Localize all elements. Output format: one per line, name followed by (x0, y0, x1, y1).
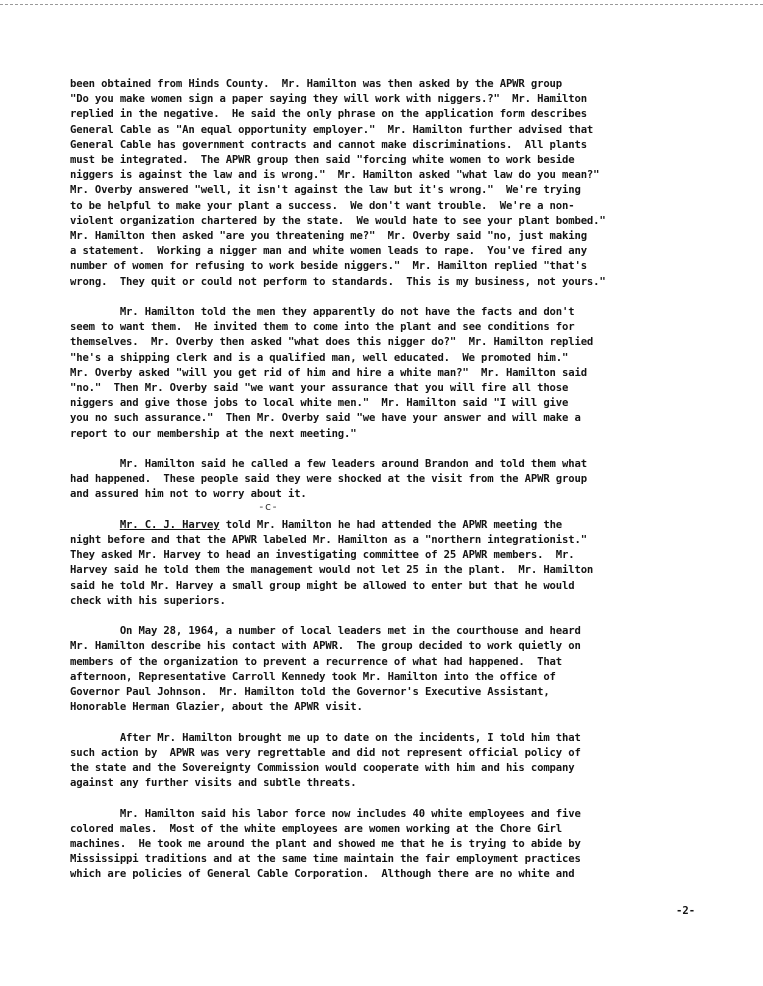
text-line: niggers and give those jobs to local white men." Mr. Hamilton said "I will give (70, 397, 569, 410)
text-line: and assured him not to worry about it. (70, 488, 307, 501)
page-top-edge-divider (0, 4, 763, 5)
paragraph-7 (70, 807, 710, 883)
text-line: niggers is against the law and is wrong." Mr. Hamilton asked "what law do you mean?" (70, 169, 600, 182)
handwritten-margin-mark: -c- (258, 500, 278, 513)
text-line: Mr. Hamilton describe his contact with APWR. The group decided to work quietly on (70, 640, 581, 653)
paragraph-6 (70, 731, 710, 792)
text-line: themselves. Mr. Overby then asked "what does this nigger do?" Mr. Hamilton replied (70, 336, 594, 349)
text-line: General Cable has government contracts and cannot make discriminations. All plants (70, 138, 587, 151)
text-line: "Do you make women sign a paper saying they will work with niggers.?" Mr. Hamilton (70, 93, 587, 106)
paragraph-5 (70, 624, 710, 715)
text-line: wrong. They quit or could not perform to standards. This is my business, not yours." (70, 275, 606, 288)
text-line: the state and the Sovereignty Commission would cooperate with him and his company (70, 762, 575, 775)
text-line: against any further visits and subtle threats. (70, 777, 357, 790)
text-line: Governor Paul Johnson. Mr. Hamilton told the Governor's Executive Assistant, (70, 686, 550, 699)
text-line: machines. He took me around the plant and showed me that he is trying to abide by (70, 838, 581, 851)
text-line: After Mr. Hamilton brought me up to date on the incidents, I told him that (70, 731, 581, 744)
text-line: colored males. Most of the white employees are women working at the Chore Girl (70, 822, 563, 835)
paragraph-3 (70, 457, 710, 503)
paragraph-1 (70, 77, 710, 290)
paragraph-2 (70, 305, 710, 442)
text-line: a statement. Working a nigger man and white women leads to rape. You've fired any (70, 245, 587, 258)
text-line: members of the organization to prevent a recurrence of what had happened. That (70, 655, 563, 668)
text-line: number of women for refusing to work beside niggers." Mr. Hamilton replied "that's (70, 260, 587, 273)
text-line: which are policies of General Cable Corporation. Although there are no white and (70, 868, 575, 881)
text-line: to be helpful to make your plant a success. We don't want trouble. We're a non- (70, 199, 575, 212)
text-line: been obtained from Hinds County. Mr. Hamilton was then asked by the APWR group (70, 78, 563, 90)
text-line: replied in the negative. He said the only phrase on the application form describes (70, 108, 587, 121)
text-line: They asked Mr. Harvey to head an investigating committee of 25 APWR members. Mr. (70, 549, 575, 562)
text-line: Mr. Overby asked "will you get rid of him and hire a white man?" Mr. Hamilton said (70, 366, 587, 379)
text-line: report to our membership at the next meeting." (70, 427, 357, 440)
text-line: On May 28, 1964, a number of local leaders met in the courthouse and heard (70, 625, 581, 638)
text-line: Mr. Hamilton then asked "are you threatening me?" Mr. Overby said "no, just making (70, 230, 587, 243)
text-line: Honorable Herman Glazier, about the APWR visit. (70, 701, 363, 714)
text-line: violent organization chartered by the state. We would hate to see your plant bombed." (70, 214, 606, 227)
text-line: General Cable as "An equal opportunity employer." Mr. Hamilton further advised that (70, 123, 594, 136)
text-line: Mr. Hamilton said he called a few leaders around Brandon and told them what (70, 458, 587, 471)
document-body (70, 77, 710, 898)
text-line: Mr. Hamilton said his labor force now includes 40 white employees and five (70, 807, 581, 820)
text-line: said he told Mr. Harvey a small group might be allowed to enter but that he would (70, 579, 575, 592)
text-line: Mr. Hamilton told the men they apparently do not have the facts and don't (70, 306, 575, 319)
text-line: such action by APWR was very regrettable and did not represent official policy of (70, 746, 581, 759)
paragraph-4 (70, 518, 710, 609)
underlined-name: Mr. C. J. Harvey (119, 518, 220, 531)
text-line: had happened. These people said they were shocked at the visit from the APWR group (70, 473, 587, 486)
text-line: Harvey said he told them the management would not let 25 in the plant. Mr. Hamilton (70, 564, 594, 577)
text-line: seem to want them. He invited them to come into the plant and see conditions for (70, 321, 575, 334)
text-line: Mississippi traditions and at the same time maintain the fair employment practices (70, 853, 581, 866)
text-line: you no such assurance." Then Mr. Overby said "we have your answer and will make a (70, 412, 581, 425)
page-number: -2- (676, 905, 696, 917)
text-line: "he's a shipping clerk and is a qualified man, well educated. We promoted him." (70, 351, 569, 364)
text-line: "no." Then Mr. Overby said "we want your assurance that you will fire all those (70, 382, 569, 395)
text-line: afternoon, Representative Carroll Kennedy took Mr. Hamilton into the office of (70, 670, 556, 683)
text-line: check with his superiors. (70, 594, 226, 607)
text-line: Mr. C. J. Harvey told Mr. Hamilton he had attended the APWR meeting the (119, 518, 563, 531)
text-line: Mr. Overby answered "well, it isn't against the law but it's wrong." We're trying (70, 184, 581, 197)
text-line: night before and that the APWR labeled Mr. Hamilton as a "northern integrationist." (70, 534, 587, 547)
text-line: must be integrated. The APWR group then said "forcing white women to work beside (70, 154, 575, 167)
